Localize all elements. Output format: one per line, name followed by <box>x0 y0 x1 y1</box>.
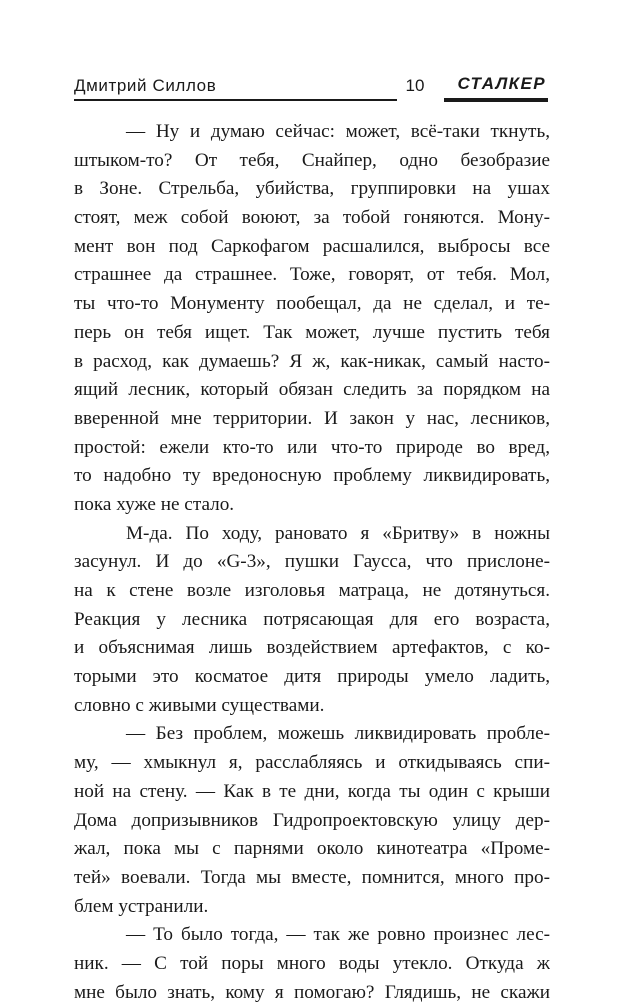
text-line: и объяснимая лишь воздействием артефактов, с ко- <box>74 637 550 659</box>
paragraph <box>74 118 550 520</box>
text-line: торыми это косматое дитя природы умело ладить, <box>74 666 550 688</box>
text-line: перь он тебя ищет. Так может, лучше пустить тебя <box>74 321 550 343</box>
text-line: стоят, меж собой воюют, за тобой гоняются. Мону- <box>74 207 550 229</box>
text-line: жал, пока мы с парнями около кинотеатра «Проме- <box>74 838 550 860</box>
paragraph <box>74 720 550 921</box>
text-line: мне было знать, кому я помогаю? Глядишь, не скажи <box>74 981 550 1003</box>
text-line: Дома допризывников Гидропроектовскую улицу дер- <box>74 809 550 831</box>
text-line: в расход, как думаешь? Я ж, как-никак, самый насто- <box>74 350 550 372</box>
text-line: пока хуже не стало. <box>74 493 235 515</box>
text-line: на к стене возле изголовья матраца, не дотянуться. <box>74 580 550 601</box>
text-line: простой: ежели кто-то или что-то природе во вред, <box>74 436 550 458</box>
header-author: Дмитрий Силлов <box>74 76 217 95</box>
text-line: му, — хмыкнул я, расслабляясь и откидываясь спи- <box>74 752 550 774</box>
text-line: словно с живыми существами. <box>74 694 325 716</box>
header-rule-left <box>74 99 397 101</box>
text-line: тей» воевали. Тогда мы вместе, помнится, много про- <box>74 866 550 888</box>
paragraph <box>74 520 550 721</box>
paragraph <box>74 921 550 1007</box>
body-text <box>74 118 550 1007</box>
text-line: в Зоне. Стрельба, убийства, группировки на ушах <box>74 178 550 200</box>
text-line: ящий лесник, который обязан следить за порядком на <box>74 379 550 401</box>
running-header <box>0 0 619 110</box>
text-line: вверенной мне территории. И закон у нас, лесников, <box>74 407 550 429</box>
text-line: — Без проблем, можешь ликвидировать пробле- <box>126 723 550 745</box>
text-line: мент вон под Саркофагом расшалился, выбросы все <box>74 235 550 257</box>
text-line: штыком-то? От тебя, Снайпер, одно безобразие <box>74 149 550 171</box>
header-rule-right <box>444 98 548 102</box>
text-line: то надобно ту вредоносную проблему ликвидировать, <box>74 465 550 487</box>
text-line: страшнее да страшнее. Тоже, говорят, от тебя. Мол, <box>74 264 550 286</box>
text-line: Реакция у лесника потрясающая для его возраста, <box>74 608 550 630</box>
text-line: М-да. По ходу, рановато я «Бритву» в ножны <box>126 522 550 544</box>
text-line: ник. — С той поры много воды утекло. Откуда ж <box>74 952 550 974</box>
text-line: — Ну и думаю сейчас: может, всё-таки ткнуть, <box>126 121 550 142</box>
text-line: ты что-то Монументу пообещал, да не сделал, и те- <box>74 293 550 315</box>
text-line: засунул. И до «G-3», пушки Гаусса, что прислоне- <box>74 551 550 573</box>
header-series-title: СТАЛКЕР <box>457 74 546 93</box>
text-line: ной на стену. — Как в те дни, когда ты один с крыши <box>74 780 550 802</box>
page-number: 10 <box>405 76 425 95</box>
text-line: блем устранили. <box>74 895 209 917</box>
text-line: — То было тогда, — так же ровно произнес лес- <box>126 924 550 946</box>
